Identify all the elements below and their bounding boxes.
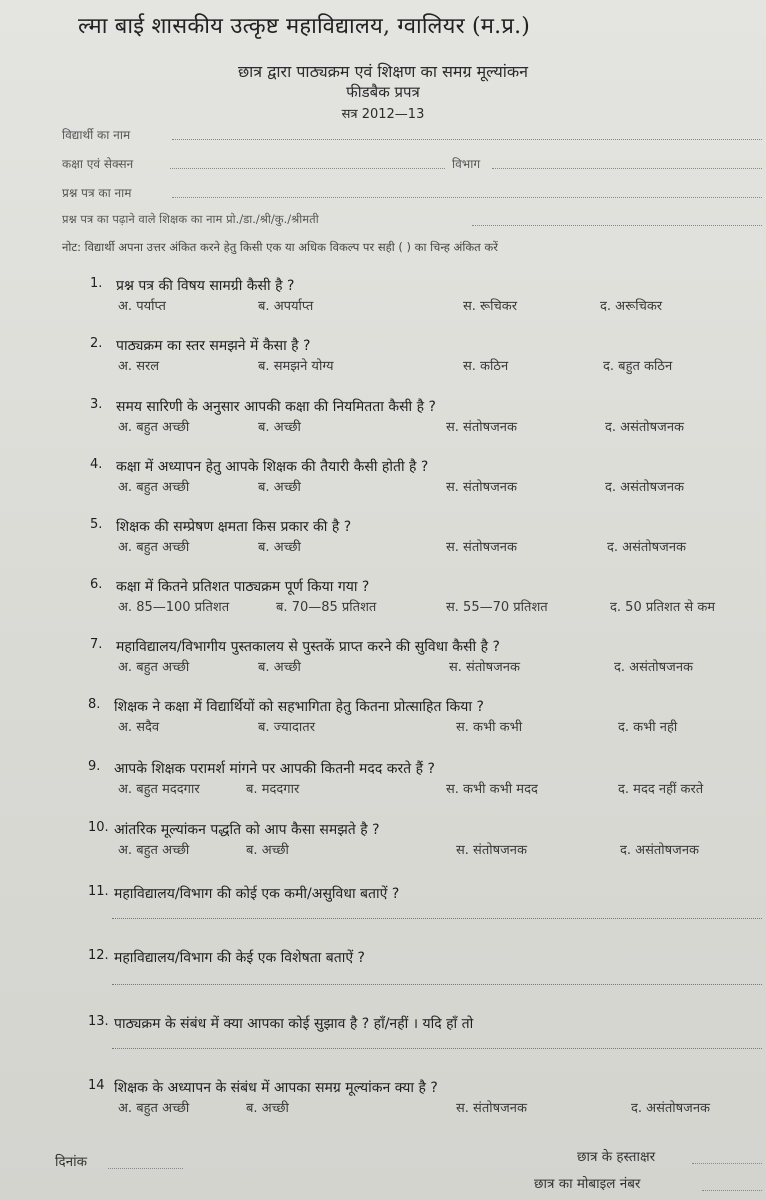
question-number: 7. [90,637,103,652]
mobile-label: छात्र का मोबाइल नंबर [534,1176,641,1192]
answer-line[interactable] [112,918,762,919]
answer-option[interactable]: द. कभी नही [618,720,678,735]
answer-option[interactable]: अ. सदैव [118,720,160,735]
answer-option[interactable]: अ. बहुत मददगार [118,782,200,797]
class-section-label: कक्षा एवं सेक्सन [62,157,134,171]
answer-option[interactable]: द. असंतोषजनक [614,660,694,675]
answer-option[interactable]: ब. अच्छी [258,480,301,495]
question-number: 6. [90,577,103,592]
question-text: महाविद्यालय/विभाग की केई एक विशेषता बताऐं ? [114,950,365,966]
answer-option[interactable]: अ. पर्याप्त [118,299,166,314]
question-number: 1. [90,276,103,291]
question-number: 3. [90,397,103,412]
department-label: विभाग [452,157,481,171]
date-label: दिनांक [55,1154,88,1170]
teacher-name-field[interactable] [472,225,762,226]
instruction-note: नोट: विद्यार्थी अपना उत्तर अंकित करने हेतु किसी एक या अधिक विकल्प पर सही ( ) का चिन्ह अंकित करें [62,240,498,254]
form-title: छात्र द्वारा पाठ्यक्रम एवं शिक्षण का समग्र मूल्यांकन [237,62,529,81]
paper-name-label: प्रश्न पत्र का नाम [62,186,132,200]
answer-option[interactable]: ब. ज्यादातर [258,720,316,735]
question-text: कक्षा में अध्यापन हेतु आपके शिक्षक की तैयारी कैसी होती है ? [116,459,429,475]
answer-option[interactable]: द. बहुत कठिन [603,359,673,374]
answer-option[interactable]: ब. अच्छी [258,420,301,435]
college-name: ल्मा बाई शासकीय उत्कृष्ट महाविद्यालय, ग्वालियर (म.प्र.) [78,14,531,39]
question-text: महाविद्यालय/विभाग की कोई एक कमी/असुविधा बताऐं ? [114,886,400,902]
answer-option[interactable]: ब. अपर्याप्त [258,299,314,314]
answer-option[interactable]: स. संतोषजनक [449,660,520,675]
answer-option[interactable]: ब. अच्छी [258,540,301,555]
answer-option[interactable]: द. असंतोषजनक [607,540,687,555]
answer-option[interactable]: स. 55—70 प्रतिशत [446,600,548,615]
question-number: 14 [88,1078,105,1093]
answer-option[interactable]: ब. समझने योग्य [258,359,334,374]
question-number: 8. [88,697,101,712]
answer-option[interactable]: ब. अच्छी [246,1101,289,1116]
answer-option[interactable]: स. कठिन [463,359,509,374]
answer-option[interactable]: स. संतोषजनक [446,540,517,555]
answer-option[interactable]: द. मदद नहीं करते [618,782,704,797]
answer-option[interactable]: ब. 70—85 प्रतिशत [276,600,377,615]
answer-option[interactable]: अ. बहुत अच्छी [118,1101,190,1116]
class-section-field[interactable] [170,168,445,169]
question-number: 11. [88,884,109,899]
question-text: शिक्षक ने कक्षा में विद्यार्थियों को सहभागिता हेतु कितना प्रोत्साहित किया ? [114,699,484,715]
student-name-field[interactable] [172,139,762,140]
answer-option[interactable]: स. कभी कभी मदद [446,782,538,797]
question-number: 2. [90,336,103,351]
answer-option[interactable]: अ. बहुत अच्छी [118,420,190,435]
question-text: शिक्षक के अध्यापन के संबंध में आपका समग्र मूल्यांकन क्या है ? [114,1080,438,1096]
question-text: पाठ्यक्रम के संबंध में क्या आपका कोई सुझाव है ? हाँ/नहीं । यदि हाँ तो [114,1016,474,1032]
question-number: 9. [88,759,101,774]
answer-option[interactable]: द. असंतोषजनक [605,420,685,435]
answer-option[interactable]: स. संतोषजनक [446,480,517,495]
answer-option[interactable]: अ. बहुत अच्छी [118,660,190,675]
answer-option[interactable]: ब. मददगार [246,782,300,797]
student-name-label: विद्यार्थी का नाम [62,128,131,142]
answer-option[interactable]: अ. बहुत अच्छी [118,540,190,555]
answer-option[interactable]: स. संतोषजनक [446,420,517,435]
signature-field[interactable] [692,1163,762,1164]
question-text: शिक्षक की सम्प्रेषण क्षमता किस प्रकार की है ? [116,519,352,535]
question-text: पाठ्यक्रम का स्तर समझने में कैसा है ? [116,338,311,354]
question-text: आपके शिक्षक परामर्श मांगने पर आपकी कितनी मदद करते हैं ? [114,761,435,777]
answer-option[interactable]: द. अरूचिकर [600,299,663,314]
mobile-field[interactable] [702,1190,762,1191]
answer-option[interactable]: अ. बहुत अच्छी [118,843,190,858]
question-text: आंतरिक मूल्यांकन पद्धति को आप कैसा समझते है ? [114,822,380,838]
paper-name-field[interactable] [172,197,762,198]
answer-option[interactable]: ब. अच्छी [246,843,289,858]
question-number: 5. [90,517,103,532]
date-field[interactable] [108,1168,183,1169]
answer-option[interactable]: स. रूचिकर [463,299,518,314]
answer-line[interactable] [112,1048,762,1049]
session-label: सत्र 2012—13 [341,107,425,122]
answer-option[interactable]: द. असंतोषजनक [605,480,685,495]
question-text: समय सारिणी के अनुसार आपकी कक्षा की नियमितता कैसी है ? [116,399,436,415]
question-number: 12. [88,948,109,963]
answer-option[interactable]: स. कभी कभी [456,720,523,735]
teacher-name-label: प्रश्न पत्र का पढ़ाने वाले शिक्षक का नाम प्रो./डा./श्री/कु./श्रीमती [62,212,319,226]
answer-option[interactable]: द. असंतोषजनक [631,1101,711,1116]
answer-option[interactable]: अ. 85—100 प्रतिशत [118,600,230,615]
form-subtitle: फीडबैक प्रपत्र [346,83,420,101]
question-number: 10. [88,820,109,835]
question-text: महाविद्यालय/विभागीय पुस्तकालय से पुस्तकें प्राप्त करने की सुविधा कैसी है ? [116,639,500,655]
question-text: प्रश्न पत्र की विषय सामग्री कैसी है ? [116,278,295,294]
answer-option[interactable]: अ. बहुत अच्छी [118,480,190,495]
department-field[interactable] [492,168,762,169]
question-number: 13. [88,1014,109,1029]
answer-option[interactable]: स. संतोषजनक [456,843,527,858]
answer-option[interactable]: ब. अच्छी [258,660,301,675]
answer-option[interactable]: द. 50 प्रतिशत से कम [610,600,716,615]
answer-option[interactable]: द. असंतोषजनक [620,843,700,858]
answer-line[interactable] [112,984,762,985]
answer-option[interactable]: स. संतोषजनक [456,1101,527,1116]
question-text: कक्षा में कितने प्रतिशत पाठ्यक्रम पूर्ण किया गया ? [116,579,370,595]
signature-label: छात्र के हस्ताक्षर [577,1149,656,1165]
question-number: 4. [90,457,103,472]
answer-option[interactable]: अ. सरल [118,359,160,374]
